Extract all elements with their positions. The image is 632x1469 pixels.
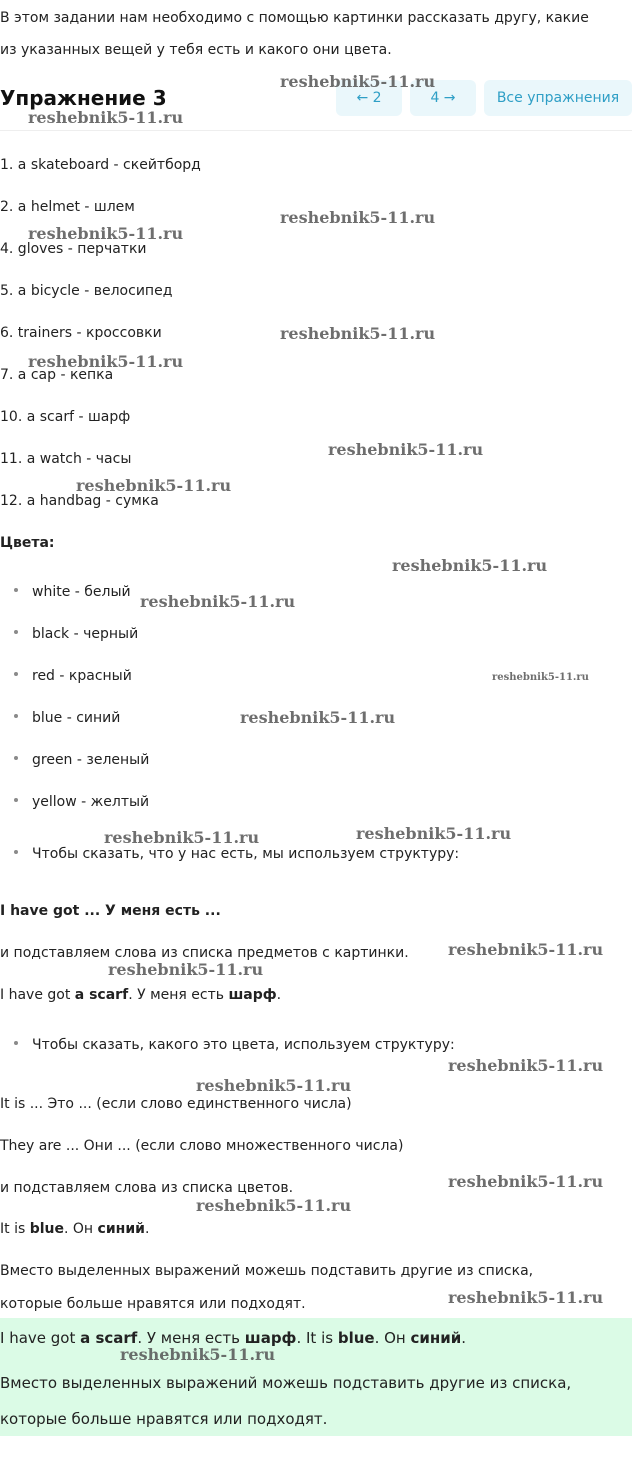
answer-line-2: Вместо выделенных выражений можешь подставить другие из списка, xyxy=(0,1374,572,1392)
watermark: reshebnik5-11.ru xyxy=(280,324,436,343)
answer-line-1: I have got a scarf. У меня есть шарф. It is blue. Он синий. xyxy=(0,1329,467,1347)
item-bicycle: 5. a bicycle - велосипед xyxy=(0,283,173,299)
colors-heading: Цвета: xyxy=(0,535,55,551)
watermark: reshebnik5-11.ru xyxy=(28,352,184,371)
watermark: reshebnik5-11.ru xyxy=(196,1196,352,1215)
example-it-is: It is blue. Он синий. xyxy=(0,1221,150,1237)
bullet-color-structure xyxy=(14,1037,455,1053)
item-handbag: 12. a handbag - сумка xyxy=(0,493,159,509)
replace-line-1: Вместо выделенных выражений можешь подставить другие из списка, xyxy=(0,1263,534,1279)
color-label: black - черный xyxy=(32,626,139,642)
color-item-black xyxy=(14,626,138,642)
watermark: reshebnik5-11.ru xyxy=(448,1288,604,1307)
watermark: reshebnik5-11.ru xyxy=(448,1056,604,1075)
watermark: reshebnik5-11.ru xyxy=(108,960,264,979)
color-label: green - зеленый xyxy=(32,752,150,768)
they-are-structure: They are ... Они ... (если слово множественного числа) xyxy=(0,1138,404,1154)
intro-line-1: В этом задании нам необходимо с помощью картинки рассказать другу, какие xyxy=(0,10,589,26)
watermark: reshebnik5-11.ru xyxy=(28,108,184,127)
next-exercise-button[interactable]: 4 → xyxy=(410,80,476,116)
watermark: reshebnik5-11.ru xyxy=(448,1172,604,1191)
bullet-dot xyxy=(14,672,18,676)
watermark: reshebnik5-11.ru xyxy=(448,940,604,959)
color-item-red xyxy=(14,668,132,684)
watermark: reshebnik5-11.ru xyxy=(392,556,548,575)
color-label: white - белый xyxy=(32,584,131,600)
bullet-text: Чтобы сказать, какого это цвета, используем структуру: xyxy=(32,1037,455,1053)
bullet-text: Чтобы сказать, что у нас есть, мы используем структуру: xyxy=(32,846,460,862)
bullet-dot xyxy=(14,850,18,854)
page-title: Упражнение 3 xyxy=(0,86,167,110)
bullet-dot xyxy=(14,1041,18,1045)
bullet-dot xyxy=(14,714,18,718)
watermark: reshebnik5-11.ru xyxy=(76,476,232,495)
bullet-dot xyxy=(14,756,18,760)
item-skateboard: 1. a skateboard - скейтборд xyxy=(0,157,201,173)
bullet-dot xyxy=(14,798,18,802)
replace-line-2: которые больше нравятся или подходят. xyxy=(0,1296,306,1312)
substitute-items-text: и подставляем слова из списка предметов с картинки. xyxy=(0,945,409,961)
watermark: reshebnik5-11.ru xyxy=(356,824,512,843)
watermark: reshebnik5-11.ru xyxy=(280,72,436,91)
item-gloves: 4. gloves - перчатки xyxy=(0,241,147,257)
watermark: reshebnik5-11.ru xyxy=(492,672,589,683)
watermark: reshebnik5-11.ru xyxy=(196,1076,352,1095)
watermark: reshebnik5-11.ru xyxy=(328,440,484,459)
intro-line-2: из указанных вещей у тебя есть и какого они цвета. xyxy=(0,42,392,58)
watermark: reshebnik5-11.ru xyxy=(240,708,396,727)
item-trainers: 6. trainers - кроссовки xyxy=(0,325,162,341)
have-structure: I have got ... У меня есть ... xyxy=(0,903,221,919)
color-item-white xyxy=(14,584,131,600)
watermark: reshebnik5-11.ru xyxy=(120,1345,276,1364)
prev-exercise-button[interactable]: ← 2 xyxy=(336,80,402,116)
item-watch: 11. a watch - часы xyxy=(0,451,132,467)
it-is-structure: It is ... Это ... (если слово единственного числа) xyxy=(0,1096,352,1112)
substitute-colors-text: и подставляем слова из списка цветов. xyxy=(0,1180,294,1196)
item-helmet: 2. a helmet - шлем xyxy=(0,199,135,215)
watermark: reshebnik5-11.ru xyxy=(28,224,184,243)
item-scarf: 10. a scarf - шарф xyxy=(0,409,131,425)
item-cap: 7. a cap - кепка xyxy=(0,367,114,383)
bullet-have-structure xyxy=(14,846,459,862)
color-item-yellow xyxy=(14,794,149,810)
answer-line-3: которые больше нравятся или подходят. xyxy=(0,1410,328,1428)
color-label: red - красный xyxy=(32,668,132,684)
color-item-blue xyxy=(14,710,120,726)
all-exercises-button[interactable]: Все упражнения xyxy=(484,80,632,116)
header-divider xyxy=(0,130,632,131)
watermark: reshebnik5-11.ru xyxy=(140,592,296,611)
bullet-dot xyxy=(14,630,18,634)
color-label: blue - синий xyxy=(32,710,121,726)
example-have-got: I have got a scarf. У меня есть шарф. xyxy=(0,987,282,1003)
watermark: reshebnik5-11.ru xyxy=(280,208,436,227)
watermark: reshebnik5-11.ru xyxy=(104,828,260,847)
color-item-green xyxy=(14,752,149,768)
color-label: yellow - желтый xyxy=(32,794,150,810)
bullet-dot xyxy=(14,588,18,592)
